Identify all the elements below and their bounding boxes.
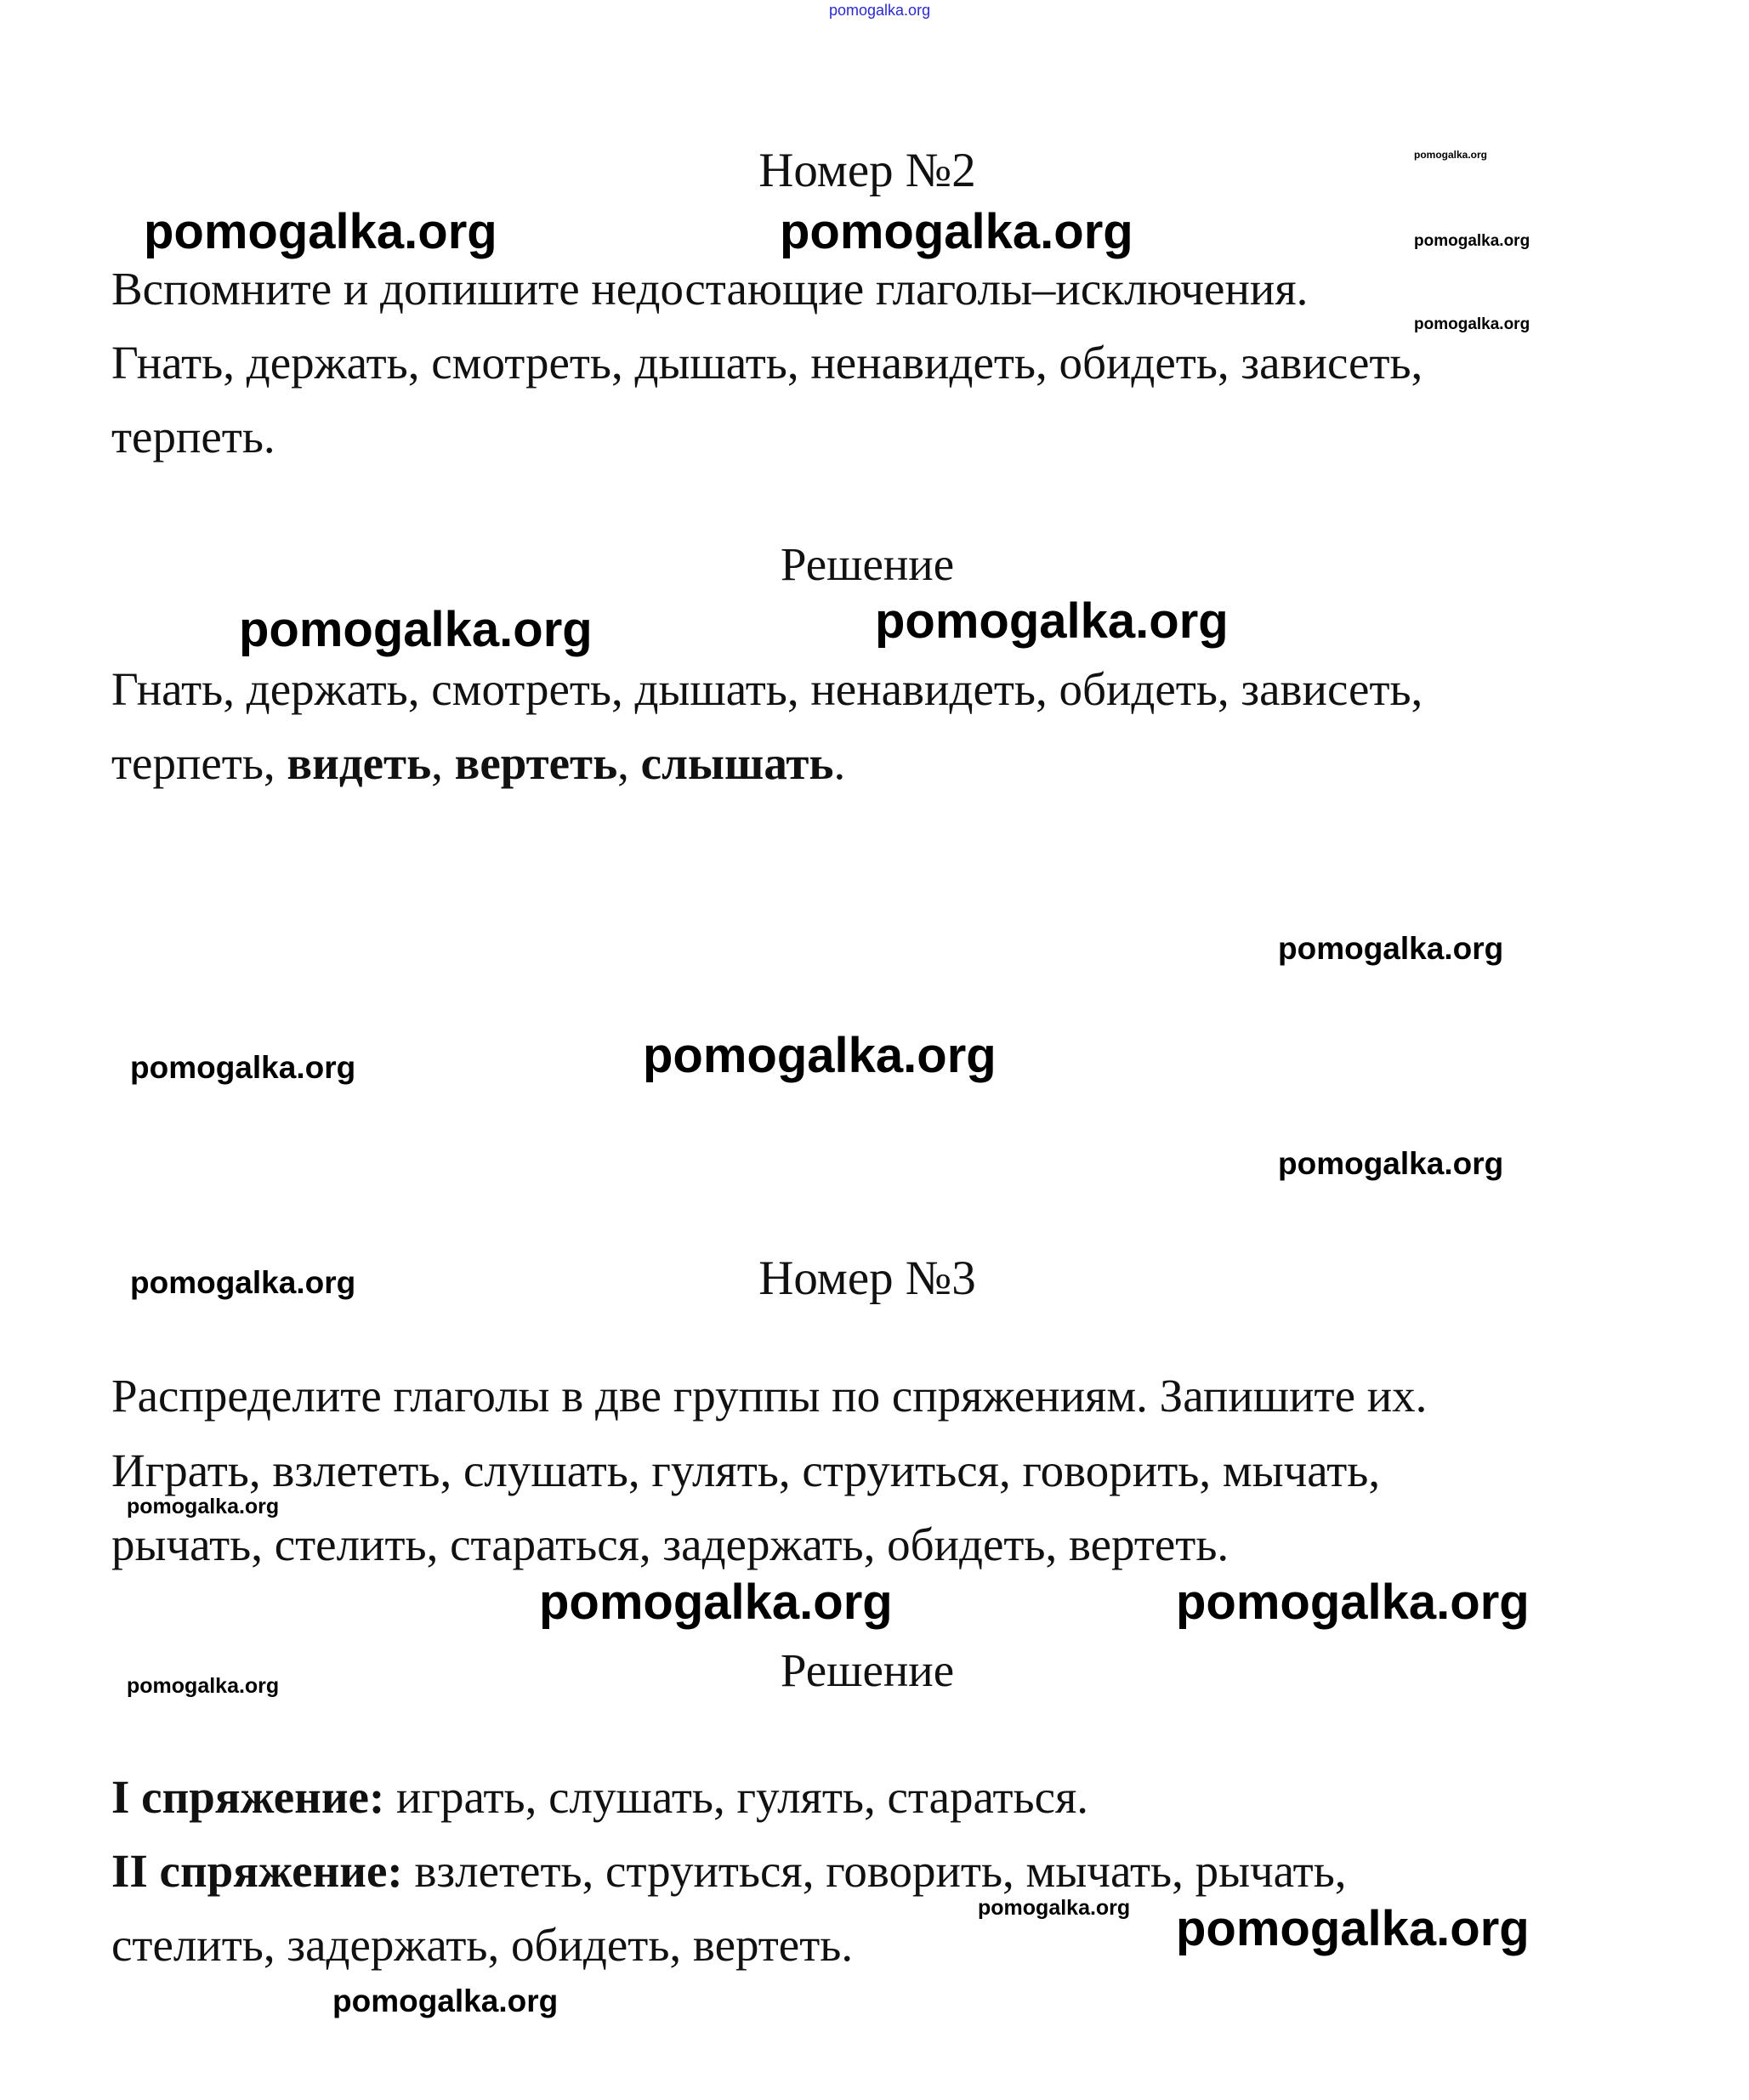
- watermark: pomogalka.org: [1176, 1575, 1530, 1630]
- answer-word: видеть: [287, 737, 432, 789]
- sep: .: [833, 737, 846, 789]
- watermark: pomogalka.org: [1414, 315, 1530, 333]
- text: играть, слушать, гулять, стараться.: [384, 1771, 1089, 1823]
- task2-line: Вспомните и допишите недостающие глаголы–исключения.: [111, 263, 1309, 315]
- conjugation-2: [111, 1845, 1347, 1897]
- label: II спряжение:: [111, 1845, 403, 1897]
- watermark: pomogalka.org: [1414, 232, 1530, 250]
- sep: ,: [617, 737, 641, 789]
- text: взлететь, струиться, говорить, мычать, рычать,: [402, 1845, 1347, 1897]
- task2-solution-line: [111, 737, 846, 789]
- task2-solution-line: Гнать, держать, смотреть, дышать, ненавидеть, обидеть, зависеть,: [111, 663, 1423, 715]
- watermark: pomogalka.org: [643, 1028, 997, 1083]
- watermark: pomogalka.org: [130, 1050, 356, 1085]
- answer-word: вертеть: [454, 737, 618, 789]
- watermark[interactable]: pomogalka.org: [829, 2, 931, 19]
- watermark: pomogalka.org: [130, 1265, 356, 1300]
- watermark: pomogalka.org: [1278, 931, 1504, 966]
- task3-title: Номер №3: [758, 1251, 976, 1305]
- watermark: pomogalka.org: [780, 204, 1133, 259]
- watermark: pomogalka.org: [127, 1674, 280, 1698]
- watermark: pomogalka.org: [332, 1984, 559, 2018]
- watermark: pomogalka.org: [1176, 1901, 1530, 1956]
- watermark: pomogalka.org: [1278, 1146, 1504, 1181]
- task3-solution-title: Решение: [780, 1644, 955, 1696]
- task2-solution-title: Решение: [780, 538, 955, 590]
- conjugation-2-cont: стелить, задержать, обидеть, вертеть.: [111, 1919, 854, 1971]
- watermark: pomogalka.org: [539, 1575, 893, 1630]
- watermark: pomogalka.org: [1414, 149, 1488, 161]
- watermark: pomogalka.org: [239, 602, 593, 657]
- watermark: pomogalka.org: [978, 1896, 1131, 1920]
- answer-word: слышать: [640, 737, 834, 789]
- task3-line: Играть, взлететь, слушать, гулять, струиться, говорить, мычать,: [111, 1444, 1381, 1496]
- task2-line: Гнать, держать, смотреть, дышать, ненавидеть, обидеть, зависеть,: [111, 337, 1423, 389]
- watermark: pomogalka.org: [144, 204, 497, 259]
- task3-line: рычать, стелить, стараться, задержать, обидеть, вертеть.: [111, 1518, 1229, 1570]
- task3-line: Распределите глаголы в две группы по спряжениям. Запишите их.: [111, 1370, 1428, 1422]
- conjugation-1: [111, 1771, 1089, 1823]
- text: терпеть,: [111, 737, 287, 789]
- task2-title: Номер №2: [758, 144, 976, 197]
- watermark: pomogalka.org: [875, 593, 1229, 649]
- watermark: pomogalka.org: [127, 1495, 280, 1518]
- sep: ,: [431, 737, 455, 789]
- task2-line: терпеть.: [111, 411, 275, 463]
- label: I спряжение:: [111, 1771, 385, 1823]
